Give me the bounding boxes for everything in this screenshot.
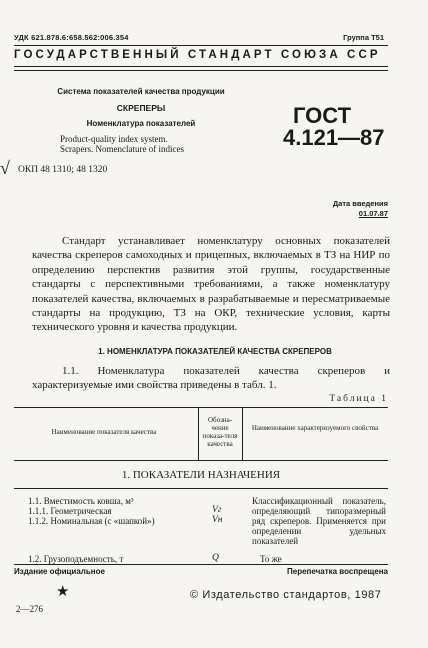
doc-subtitle: Номенклатура показателей — [86, 119, 196, 128]
table-row: 1.2. Грузоподъемность, т — [28, 554, 124, 564]
section-title-purpose: 1. ПОКАЗАТЕЛИ НАЗНАЧЕНИЯ — [121, 469, 281, 481]
okp-code: ОКП 48 1310; 48 1320 — [18, 165, 108, 175]
effective-date-value: 01.07.87 — [358, 209, 388, 218]
reprint-prohibited: Перепечатка воспрещена — [287, 567, 388, 576]
table-row: 1.1. Вместимость ковша, м³ — [28, 496, 134, 506]
effective-date-label: Дата введения — [332, 199, 388, 208]
header-divider-2 — [242, 408, 243, 460]
publisher: © Издательство стандартов, 1987 — [190, 589, 382, 601]
table-row: 1.1.1. Геометрическая — [28, 506, 112, 516]
udk-code: УДК 621.878.6:658.562:006.354 — [14, 33, 129, 42]
header-indicator-name: Наименование показателя качества — [51, 428, 157, 436]
row-symbol: Q — [212, 553, 219, 563]
english-title-line1: Product-quality index system. — [60, 134, 168, 144]
gost-label: ГОСТ — [293, 103, 352, 128]
page-code: 2—276 — [16, 604, 43, 614]
section-title-rule — [14, 488, 388, 489]
same-text: То же — [260, 554, 282, 564]
system-title: Система показателей качества продукции — [57, 87, 225, 96]
header-divider-1 — [198, 408, 199, 460]
section-heading: 1. НОМЕНКЛАТУРА ПОКАЗАТЕЛЕЙ КАЧЕСТВА СКРЕПЕРОВ — [98, 347, 332, 356]
doc-title: СКРЕПЕРЫ — [116, 103, 166, 113]
table-caption: Таблица 1 — [329, 394, 388, 404]
table-row: 1.1.2. Номинальная (с «шапкой») — [28, 516, 155, 526]
official-edition: Издание официальное — [14, 567, 105, 576]
header-characteristic: Наименование характеризуемого свойства — [251, 424, 379, 432]
group-code: Группа Т51 — [343, 33, 384, 42]
header-symbol: Обозна-чение показа-теля качества — [202, 416, 238, 448]
intro-paragraph: Стандарт устанавливает номенклатуру основных показателей качества скреперов самоходных и прицепных, включаемых в ТЗ на НИР по определению перспектив развития этой группы, государственные стандарты с перспективными требованиями, а также номенклатуру показателей качества, включаемых в разрабатываемые и пересматриваемые стандарты на продукцию, ТЗ на ОКР, технические условия, карты технического уровня и качества продукции. — [32, 235, 390, 334]
banner-rule-lower — [14, 70, 388, 71]
check-mark: √ — [0, 158, 10, 178]
gost-number: 4.121—87 — [283, 125, 385, 150]
section-paragraph: 1.1. Номенклатура показателей качества скреперов и характеризуемые ими свойства приведены в табл. 1. — [32, 365, 390, 392]
row-symbol: Vг — [212, 505, 222, 515]
state-standard-banner: ГОСУДАРСТВЕННЫЙ СТАНДАРТ СОЮЗА ССР — [14, 49, 381, 61]
characteristic-text: Классификационный показатель, определяющий типоразмерный ряд скреперов. Применяется при определении удельных показателей — [252, 496, 386, 546]
top-rule — [14, 45, 388, 46]
effective-date — [333, 199, 388, 219]
banner-rule-upper — [14, 66, 388, 67]
row-symbol: Vн — [212, 515, 223, 525]
table-1 — [14, 407, 388, 565]
english-title-line2: Scrapers. Nomenclature of indices — [60, 144, 184, 154]
english-title — [60, 134, 240, 154]
header-bottom-rule — [14, 460, 388, 461]
star-icon: ★ — [56, 584, 70, 600]
